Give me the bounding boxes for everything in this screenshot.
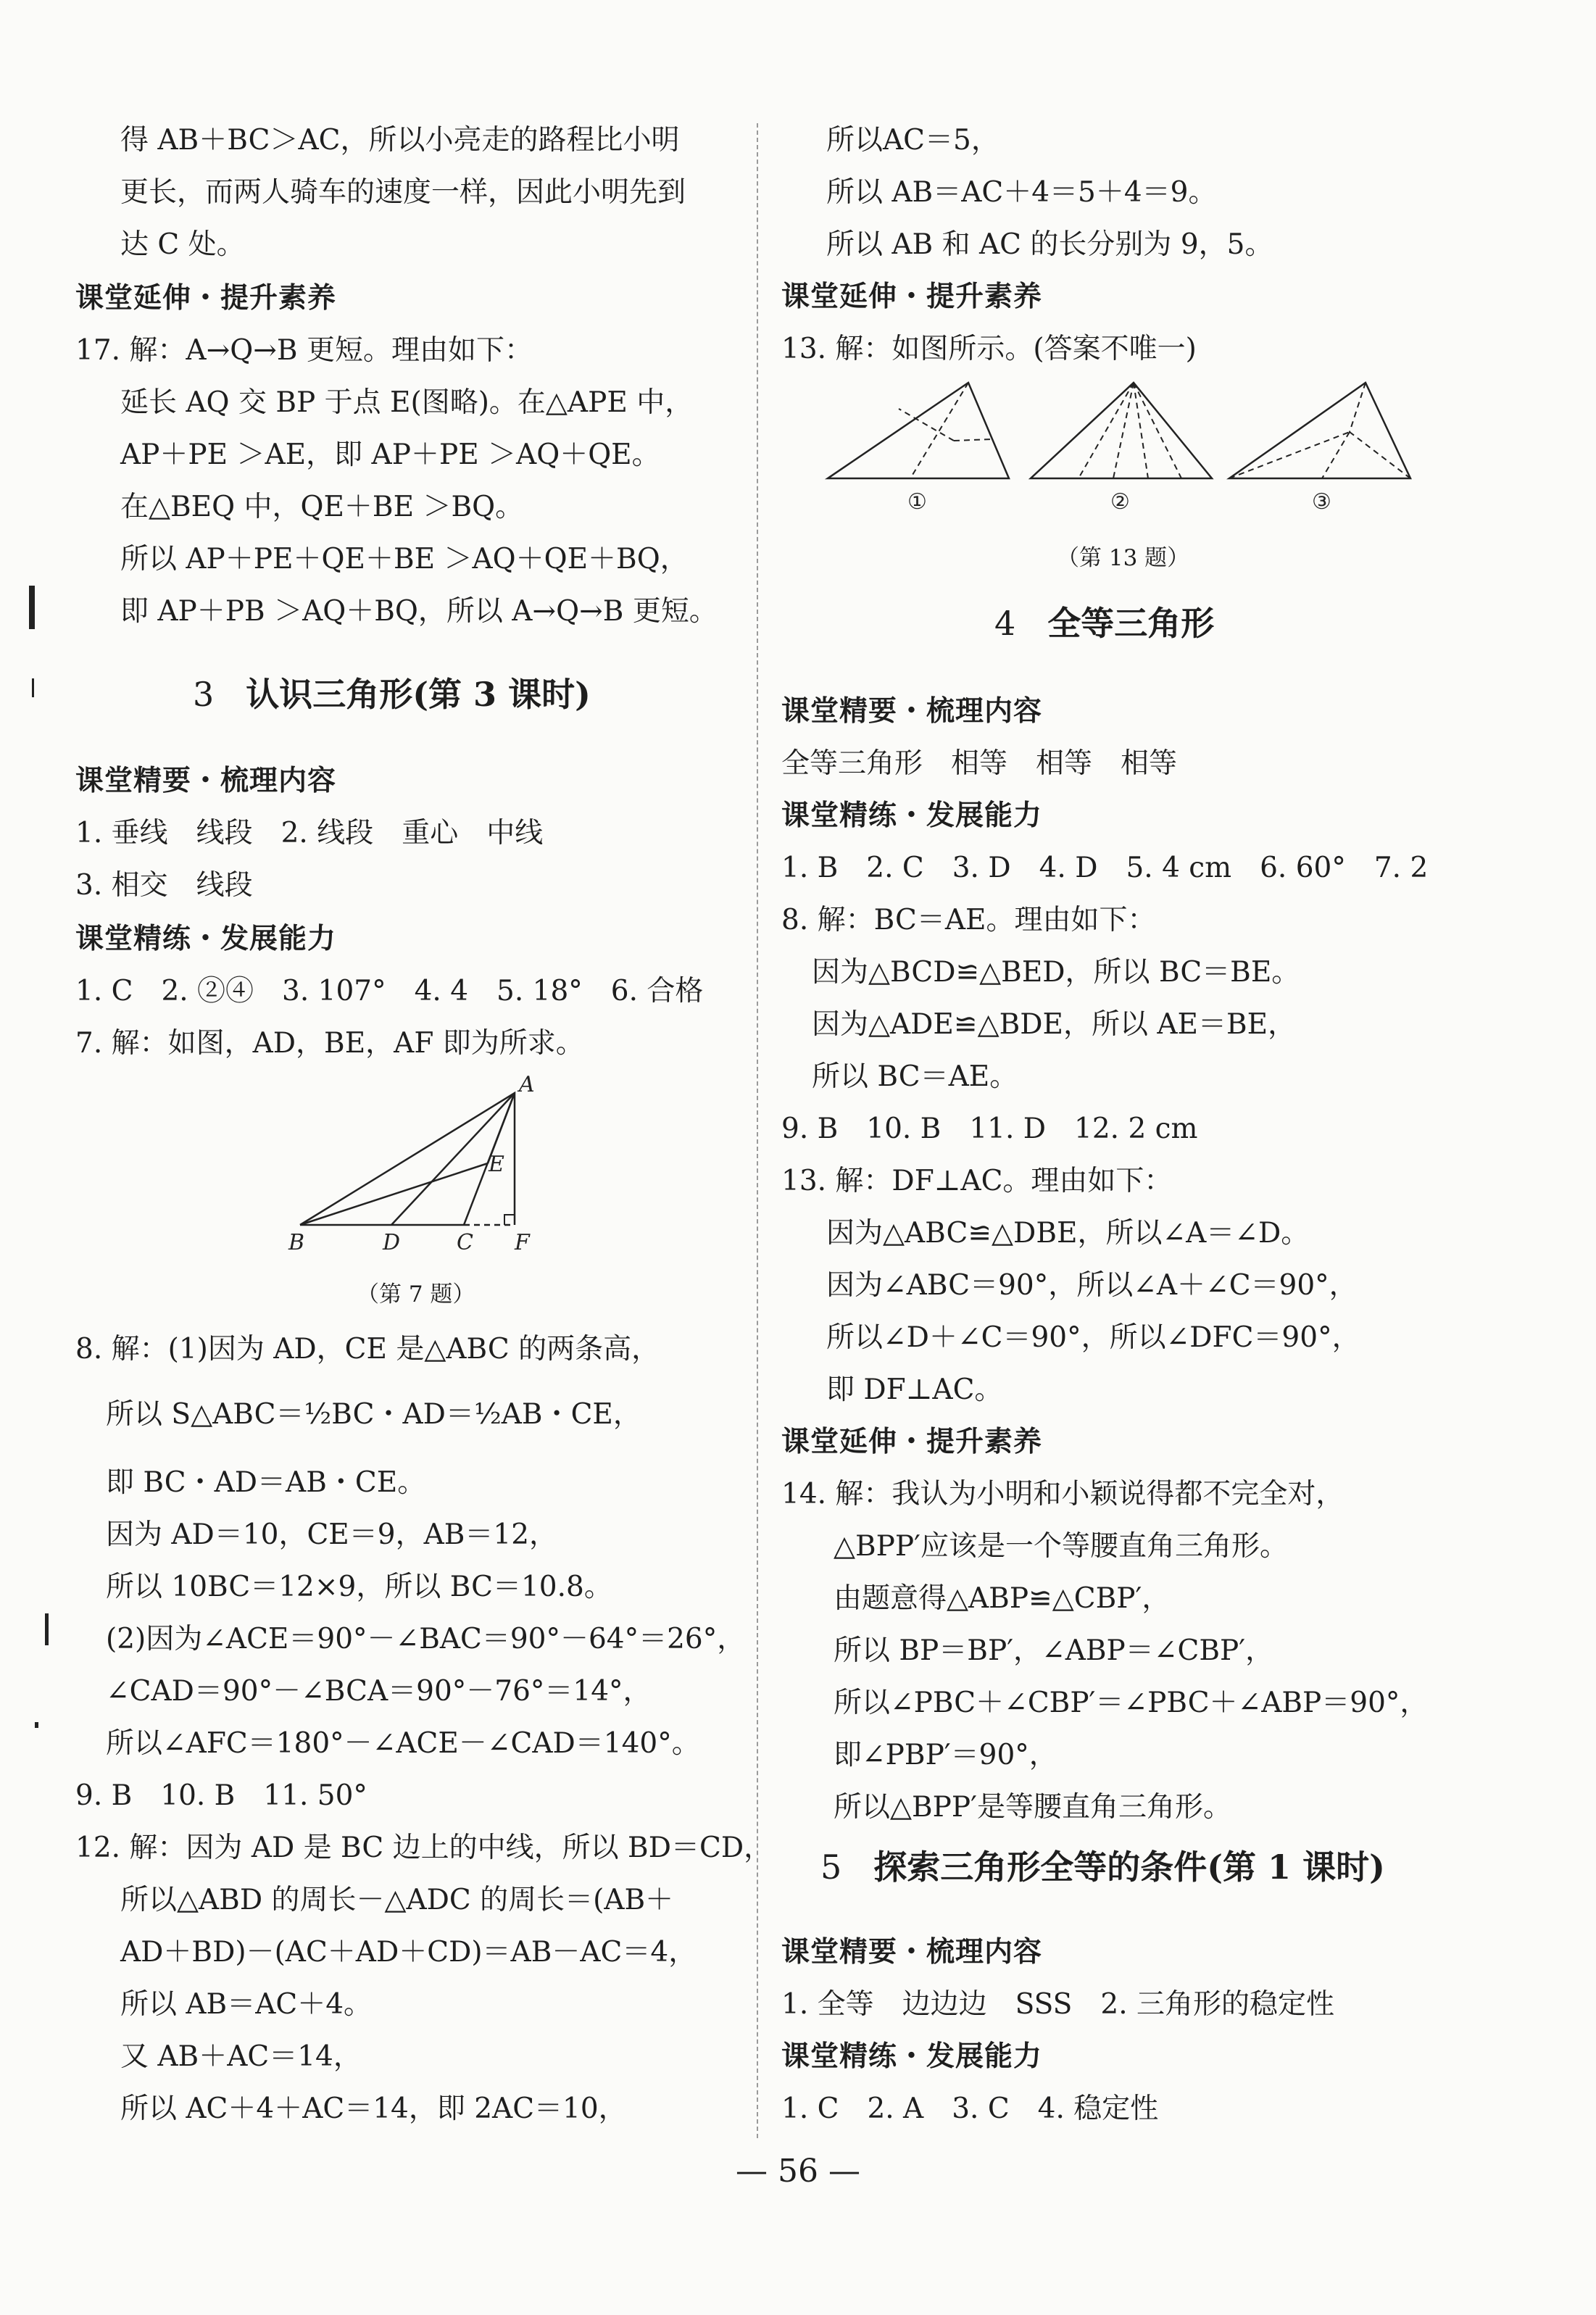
text-line: 所以 BC＝AE。 xyxy=(812,1060,1018,1093)
answer-line: 9. B 10. B 11. D 12. 2 cm xyxy=(781,1113,1198,1145)
answer-line: 1. C 2. A 3. C 4. 稳定性 xyxy=(781,2092,1159,2125)
figure-number-2: ② xyxy=(1110,489,1130,515)
text-line: AP＋PE ＞AE，即 AP＋PE ＞AQ＋QE。 xyxy=(120,439,660,471)
text-line: 因为△ADE≌△BDE，所以 AE＝BE， xyxy=(812,1008,1297,1041)
text-line: 即 AP＋PB ＞AQ＋BQ，所以 A→Q→B 更短。 xyxy=(120,595,718,628)
problem-14: 14. 解：我认为小明和小颖说得都不完全对， xyxy=(781,1478,1344,1510)
text-line: 所以△BPP′是等腰直角三角形。 xyxy=(834,1791,1231,1824)
section-number: 4 xyxy=(994,604,1016,643)
text-line: 所以∠PBC＋∠CBP′＝∠PBC＋∠ABP＝90°， xyxy=(834,1687,1429,1719)
label-B: B xyxy=(288,1230,305,1255)
text-line: 延长 AQ 交 BP 于点 E(图略)。在△APE 中， xyxy=(120,386,694,419)
figure-number-3: ③ xyxy=(1312,489,1331,515)
section-heading: 课堂延伸・提升素养 xyxy=(75,282,337,315)
text-line: 更长，而两人骑车的速度一样，因此小明先到 xyxy=(120,176,686,209)
problem-8: 8. 解：(1)因为 AD，CE 是△ABC 的两条高， xyxy=(75,1333,660,1366)
section-heading: 课堂精练・发展能力 xyxy=(781,799,1043,832)
section-heading: 课堂精要・梳理内容 xyxy=(75,765,337,797)
section-heading: 课堂延伸・提升素养 xyxy=(781,280,1043,313)
page-number: — 56 — xyxy=(736,2153,860,2190)
section-heading: 课堂精要・梳理内容 xyxy=(781,1936,1043,1969)
problem-17: 17. 解：A→Q→B 更短。理由如下： xyxy=(75,334,533,367)
answer-line: 1. C 2. ②④ 3. 107° 4. 4 5. 18° 6. 合格 xyxy=(75,975,704,1007)
figure-caption: （第 13 题） xyxy=(1057,545,1190,571)
text-line: 所以 AC＋4＋AC＝14，即 2AC＝10， xyxy=(120,2092,627,2125)
text-line: 所以∠D＋∠C＝90°，所以∠DFC＝90°， xyxy=(826,1321,1360,1354)
text-line: 所以∠AFC＝180°－∠ACE－∠CAD＝140°。 xyxy=(106,1727,700,1760)
text-line: ∠CAD＝90°－∠BCA＝90°－76°＝14°， xyxy=(106,1675,652,1708)
section-title-4 xyxy=(994,602,1214,645)
section-title-3 xyxy=(193,673,591,716)
problem-12: 12. 解：因为 AD 是 BC 边上的中线，所以 BD＝CD， xyxy=(75,1832,773,1864)
text-line: 所以 AB 和 AC 的长分别为 9，5。 xyxy=(826,228,1273,261)
label-A: A xyxy=(519,1072,535,1097)
scan-mark xyxy=(29,586,35,629)
problem-8: 8. 解：BC＝AE。理由如下： xyxy=(781,904,1156,936)
text-line: 又 AB＋AC＝14， xyxy=(120,2040,362,2073)
text-line: 3. 相交 线段 xyxy=(75,869,253,902)
answer-line: 1. B 2. C 3. D 4. D 5. 4 cm 6. 60° 7. 2 xyxy=(781,852,1429,884)
section-number: 5 xyxy=(820,1848,842,1887)
section-title-text: 全等三角形 xyxy=(1047,604,1215,643)
figure-13-triangles xyxy=(826,380,1479,518)
figure-number-1: ① xyxy=(907,489,927,515)
scan-mark xyxy=(45,1613,49,1645)
label-C: C xyxy=(457,1230,473,1255)
text-line: 因为△ABC≌△DBE，所以∠A＝∠D。 xyxy=(826,1217,1310,1250)
text-line: 即∠PBP′＝90°， xyxy=(834,1739,1057,1771)
problem-13: 13. 解：如图所示。(答案不唯一) xyxy=(781,333,1197,365)
text-line: 即 DF⊥AC。 xyxy=(826,1373,1003,1406)
section-heading: 课堂精练・发展能力 xyxy=(75,923,337,955)
scan-mark xyxy=(35,1722,38,1728)
problem-13: 13. 解：DF⊥AC。理由如下： xyxy=(781,1165,1173,1197)
section-heading: 课堂精练・发展能力 xyxy=(781,2040,1043,2073)
section-title-text: 探索三角形全等的条件(第 1 课时) xyxy=(873,1848,1385,1887)
label-F: F xyxy=(515,1230,530,1255)
label-E: E xyxy=(489,1152,504,1177)
section-heading: 课堂延伸・提升素养 xyxy=(781,1426,1043,1458)
text-line: 全等三角形 相等 相等 相等 xyxy=(781,747,1178,780)
text-line: 因为△BCD≌△BED，所以 BC＝BE。 xyxy=(812,956,1300,989)
text-line: 在△BEQ 中，QE＋BE ＞BQ。 xyxy=(120,491,524,523)
text-line: 因为 AD＝10，CE＝9，AB＝12， xyxy=(106,1518,558,1551)
text-line: 1. 垂线 线段 2. 线段 重心 中线 xyxy=(75,817,544,849)
section-title-text: 认识三角形(第 3 课时) xyxy=(246,675,591,714)
figure-caption: （第 7 题） xyxy=(357,1281,475,1308)
text-line: 所以 S△ABC＝½BC・AD＝½AB・CE， xyxy=(106,1398,641,1431)
section-number: 3 xyxy=(193,675,215,714)
text-line: AD＋BD)－(AC＋AD＋CD)＝AB－AC＝4， xyxy=(120,1936,697,1969)
text-line: 由题意得△ABP≌△CBP′， xyxy=(834,1582,1171,1615)
label-D: D xyxy=(383,1230,401,1255)
text-line: 所以AC＝5， xyxy=(826,124,999,157)
text-line: 所以 10BC＝12×9，所以 BC＝10.8。 xyxy=(106,1571,612,1603)
problem-7: 7. 解：如图，AD，BE，AF 即为所求。 xyxy=(75,1027,584,1060)
text-line: 1. 全等 边边边 SSS 2. 三角形的稳定性 xyxy=(781,1988,1334,2021)
scan-mark xyxy=(32,678,34,697)
answer-line: 9. B 10. B 11. 50° xyxy=(75,1779,367,1812)
figure-7-triangle xyxy=(283,1072,544,1255)
text-line: 所以 AB＝AC＋4。 xyxy=(120,1988,373,2021)
text-line: 得 AB＋BC＞AC，所以小亮走的路程比小明 xyxy=(120,124,680,157)
text-line: 所以 AB＝AC＋4＝5＋4＝9。 xyxy=(826,176,1217,209)
text-line: 即 BC・AD＝AB・CE。 xyxy=(106,1466,426,1499)
text-line: (2)因为∠ACE＝90°－∠BAC＝90°－64°＝26°， xyxy=(106,1623,746,1655)
text-line: 达 C 处。 xyxy=(120,228,245,261)
text-line: 所以 AP＋PE＋QE＋BE ＞AQ＋QE＋BQ， xyxy=(120,543,689,575)
text-line: △BPP′应该是一个等腰直角三角形。 xyxy=(834,1530,1288,1563)
section-title-5 xyxy=(820,1845,1385,1889)
text-line: 所以△ABD 的周长－△ADC 的周长＝(AB＋ xyxy=(120,1884,674,1916)
column-divider xyxy=(757,123,758,2138)
section-heading: 课堂精要・梳理内容 xyxy=(781,695,1043,728)
text-line: 因为∠ABC＝90°，所以∠A＋∠C＝90°， xyxy=(826,1269,1358,1302)
text-line: 所以 BP＝BP′，∠ABP＝∠CBP′， xyxy=(834,1634,1274,1667)
